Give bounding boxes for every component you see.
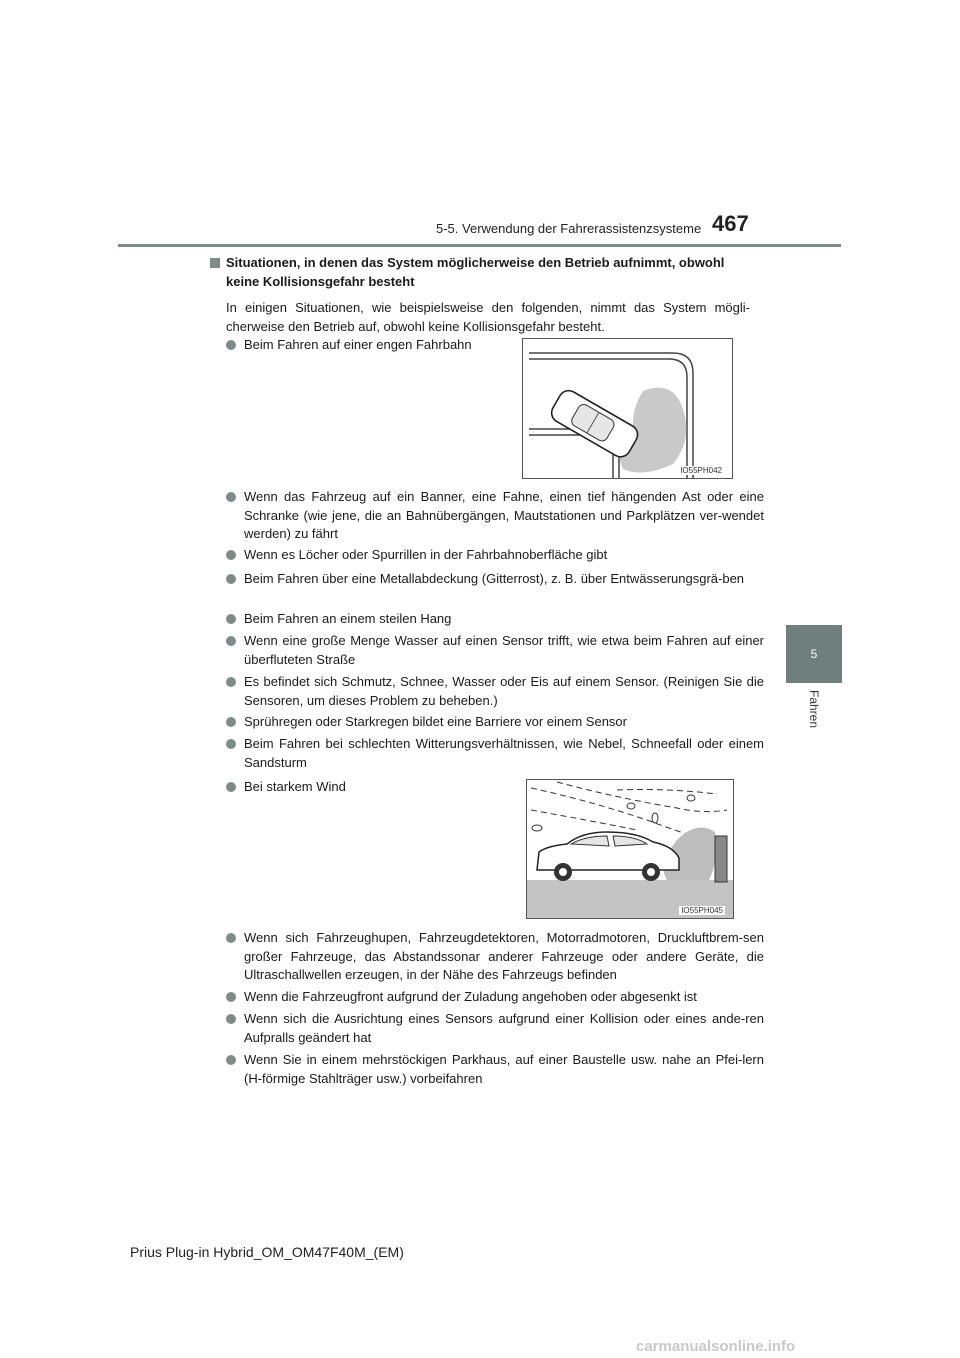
list-item <box>226 778 514 797</box>
section-intro: In einigen Situationen, wie beispielsweise den folgenden, nimmt das System mögli-cherweise den Betrieb auf, obwohl keine Kollisionsgefahr besteht. <box>226 300 750 334</box>
document-footer: Prius Plug-in Hybrid_OM_OM47F40M_(EM) <box>130 1244 404 1260</box>
bullet-icon <box>226 739 236 749</box>
list-item <box>226 713 764 732</box>
list-item-text: Beim Fahren an einem steilen Hang <box>244 611 452 626</box>
header-rule <box>118 244 841 247</box>
list-item-text: Wenn sich die Ausrichtung eines Sensors aufgrund einer Kollision oder eines ande-ren Aufpralls geändert hat <box>244 1011 764 1045</box>
list-item <box>226 610 764 629</box>
list-item <box>226 570 764 589</box>
figure-strong-wind <box>526 779 734 919</box>
bullet-icon <box>226 1014 236 1024</box>
list-item <box>226 929 764 985</box>
figure-code: IO55PH042 <box>680 466 722 475</box>
bullet-icon <box>226 574 236 584</box>
list-item <box>226 673 764 710</box>
bullet-icon <box>226 340 236 350</box>
bullet-icon <box>226 782 236 792</box>
bullet-icon <box>226 933 236 943</box>
list-item <box>226 735 764 772</box>
list-item-text: Beim Fahren über eine Metallabdeckung (Gitterrost), z. B. über Entwässerungsgrä-ben <box>244 571 745 586</box>
list-item <box>226 632 764 669</box>
watermark: carmanualsonline.info <box>636 1338 796 1355</box>
list-item-text: Wenn die Fahrzeugfront aufgrund der Zuladung angehoben oder abgesenkt ist <box>244 989 697 1004</box>
list-item-text: Wenn das Fahrzeug auf ein Banner, eine Fahne, einen tief hängenden Ast oder eine Schranke (wie jene, die an Bahnübergängen, Mautstationen und Parkplätzen ver-wendet werden) zu fährt <box>244 489 764 541</box>
list-item-text: Wenn Sie in einem mehrstöckigen Parkhaus, auf einer Baustelle usw. nahe an Pfei-lern (H-förmige Stahlträger usw.) vorbeifahren <box>244 1052 764 1086</box>
list-item-text: Bei starkem Wind <box>244 779 346 794</box>
section-title: Situationen, in denen das System möglicherweise den Betrieb aufnimmt, obwohl keine Kollisionsgefahr besteht <box>226 255 725 289</box>
square-bullet-icon <box>210 258 220 268</box>
list-item-text: Beim Fahren auf einer engen Fahrbahn <box>244 337 472 352</box>
section-title-block <box>210 254 750 291</box>
bullet-icon <box>226 492 236 502</box>
chapter-tab <box>786 625 842 683</box>
bullet-icon <box>226 550 236 560</box>
figure-narrow-road <box>522 338 733 479</box>
list-item <box>226 1051 764 1088</box>
list-item-text: Wenn eine große Menge Wasser auf einen Sensor trifft, wie etwa beim Fahren auf einer überfluteten Straße <box>244 633 764 667</box>
bullet-icon <box>226 1055 236 1065</box>
list-item-text: Beim Fahren bei schlechten Witterungsverhältnissen, wie Nebel, Schneefall oder einem Sandsturm <box>244 736 764 770</box>
bullet-icon <box>226 677 236 687</box>
list-item <box>226 988 764 1007</box>
list-item <box>226 546 764 565</box>
figure-code: IO55PH045 <box>681 906 723 915</box>
strong-wind-illustration <box>527 780 733 918</box>
bullet-icon <box>226 992 236 1002</box>
running-header: 5-5. Verwendung der Fahrerassistenzsysteme <box>436 221 702 236</box>
list-item-text: Es befindet sich Schmutz, Schnee, Wasser oder Eis auf einem Sensor. (Reinigen Sie die Sensoren, um dieses Problem zu beheben.) <box>244 674 764 708</box>
bullet-icon <box>226 717 236 727</box>
section <box>210 254 750 336</box>
list-item-text: Wenn es Löcher oder Spurrillen in der Fahrbahnoberfläche gibt <box>244 547 608 562</box>
list-item-text: Wenn sich Fahrzeughupen, Fahrzeugdetektoren, Motorradmotoren, Druckluftbrem-sen großer Fahrzeuge, das Abstandssonar anderer Fahrzeuge oder andere Geräte, die Ultraschallwellen erzeugen, in der Nähe des Fahrzeugs befinden <box>244 930 764 982</box>
bullet-icon <box>226 614 236 624</box>
chapter-label: Fahren <box>807 690 821 729</box>
chapter-number: 5 <box>810 647 818 661</box>
bullet-icon <box>226 636 236 646</box>
list-item <box>226 336 514 355</box>
list-item <box>226 1010 764 1047</box>
page-number: 467 <box>712 211 749 236</box>
list-item <box>226 488 764 544</box>
list-item-text: Sprühregen oder Starkregen bildet eine Barriere vor einem Sensor <box>244 714 627 729</box>
narrow-road-illustration <box>523 339 732 478</box>
